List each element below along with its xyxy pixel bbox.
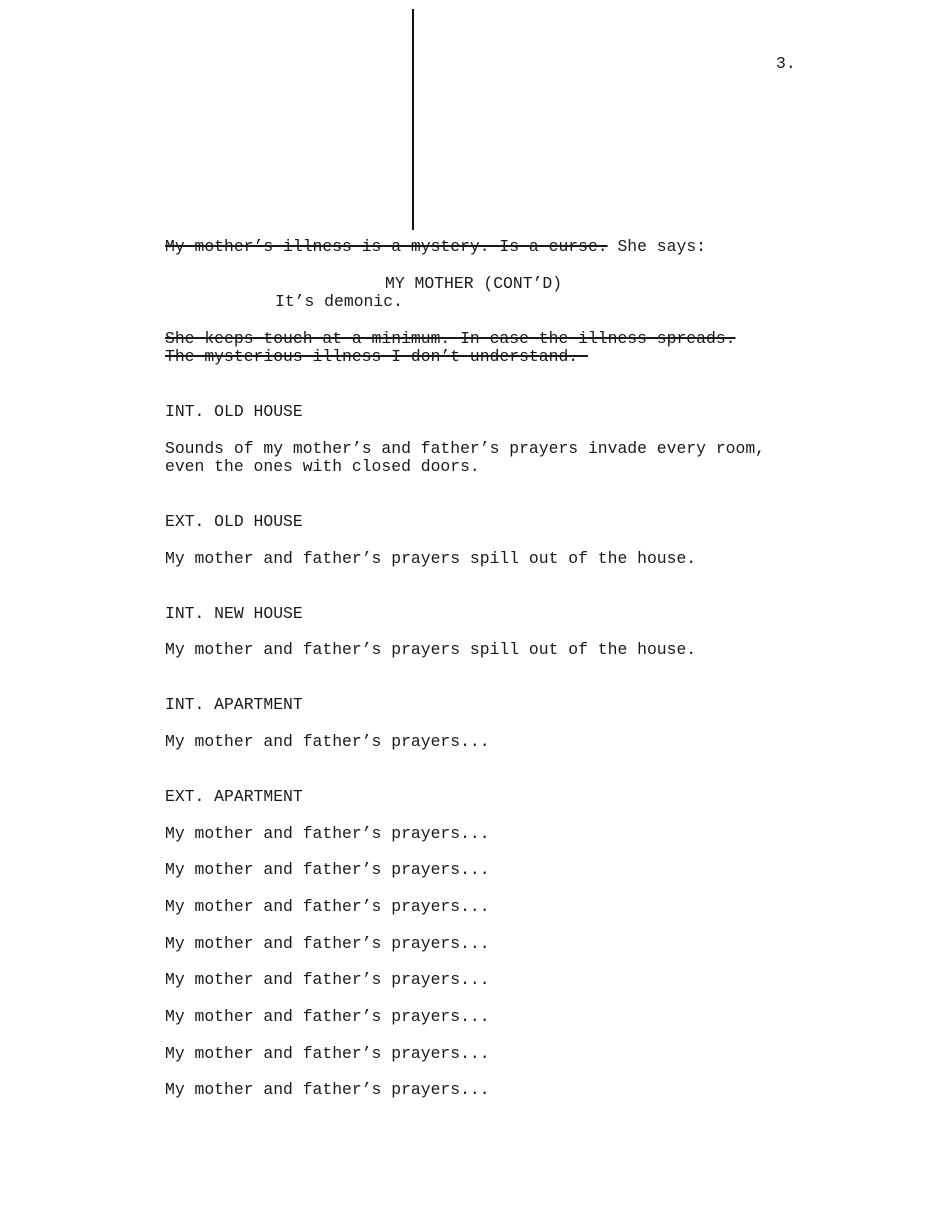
opening-text: She says: [607,237,706,256]
action-line: even the ones with closed doors. [165,457,480,476]
scene-heading-ext-old-house: EXT. OLD HOUSE [165,512,303,531]
character-name: MY MOTHER (CONT’D) [385,274,563,293]
action-line: My mother and father’s prayers... [165,970,490,989]
scene-heading-int-new-house: INT. NEW HOUSE [165,604,303,623]
dialogue-line: It’s demonic. [275,292,403,311]
action-line: My mother and father’s prayers... [165,1080,490,1099]
page-number: 3. [776,54,796,73]
scene-heading-int-apartment: INT. APARTMENT [165,695,303,714]
action-line: My mother and father’s prayers... [165,860,490,879]
action-line: My mother and father’s prayers... [165,897,490,916]
struck-opening-text: My mother’s illness is a mystery. Is a curse. [165,237,608,256]
action-line: My mother and father’s prayers spill out of the house. [165,549,697,568]
scene-heading-int-old-house: INT. OLD HOUSE [165,402,303,421]
scene-heading-ext-apartment: EXT. APARTMENT [165,787,303,806]
action-line: My mother and father’s prayers... [165,1007,490,1026]
action-line: My mother and father’s prayers... [165,1044,490,1063]
action-line: My mother and father’s prayers... [165,824,490,843]
action-line: Sounds of my mother’s and father’s prayers invade every room, [165,439,765,458]
action-line: My mother and father’s prayers spill out of the house. [165,640,697,659]
action-line: My mother and father’s prayers... [165,934,490,953]
struck-action-line-1: She keeps touch at a minimum. In case the illness spreads. [165,329,736,348]
struck-action-line-2: The mysterious illness I don’t understand. [165,347,588,366]
vertical-rule [412,9,414,230]
action-line: My mother and father’s prayers... [165,732,490,751]
opening-action [165,238,706,256]
